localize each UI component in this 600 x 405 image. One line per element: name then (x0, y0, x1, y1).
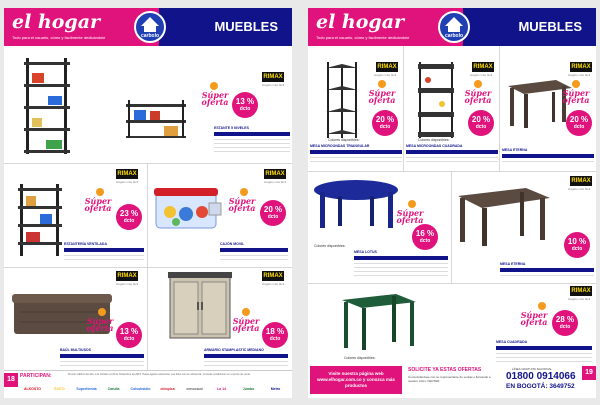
rimax-logo: RIMAX (571, 178, 591, 184)
store-logo: ALKOSTO (23, 387, 42, 391)
rimax-logo: RIMAX (571, 288, 591, 294)
shelf-unit-detail-image (124, 100, 188, 138)
super-offer-label: Súper oferta (396, 208, 424, 225)
product-cell[interactable]: RIMAX Hágalo más fácil Súper oferta 20 % dcto MESA ETERNA (500, 46, 596, 172)
store-logo: Colsubsidio (130, 387, 151, 391)
store-logo: ÉXITO (54, 387, 65, 391)
product-cell[interactable]: RIMAX Hágalo más fácil Súper oferta 13 % dcto BAÚL MULTIUSOS (4, 268, 148, 370)
offer-burst (538, 302, 546, 310)
product-title: MESA MICROONDAS TRIANGULAR (310, 144, 370, 148)
product-cell[interactable]: RIMAX Hágalo más fácil Súper oferta 13 % dcto ESTANTE 5 NIVELES (4, 46, 292, 164)
brand-logo: el hogar (12, 11, 101, 33)
discount-badge: 16 % dcto (412, 224, 438, 250)
discount-badge: 13 % dcto (232, 92, 258, 118)
brand-logo: el hogar (316, 11, 405, 33)
rimax-logo: RIMAX (571, 64, 591, 70)
carbolo-badge: carbolo (438, 11, 470, 43)
product-cell[interactable]: RIMAX Hágalo más fácil 10 % dcto MESA ETERNA (452, 172, 596, 284)
color-options: Colores disponibles: (328, 138, 360, 142)
call-subtitle: Comunicándose con su representante de ventas o llamando a nuestro CALL CENTER (408, 375, 491, 383)
right-page (308, 8, 596, 398)
carbolo-badge: carbolo (134, 11, 166, 43)
offer-burst (98, 308, 106, 316)
hotline-label: LÍNEA GRATUITA NACIONAL (512, 367, 553, 371)
color-options: Colores disponibles: (418, 138, 450, 142)
discount-badge: 28 % dcto (552, 310, 578, 336)
super-offer-label: Súper oferta (562, 88, 590, 105)
product-cell[interactable]: RIMAX Hágalo más fácil Súper oferta 20 % dcto CAJÓN MOVIL (148, 164, 292, 268)
super-offer-label: Súper oferta (520, 310, 548, 327)
store-logo: Jumbo (242, 387, 255, 391)
color-options: Colores disponibles: (314, 244, 346, 248)
page-number: 19 (582, 366, 596, 380)
discount-badge: 20 % dcto (468, 110, 494, 136)
product-cell[interactable]: RIMAX Hágalo más fácil Súper oferta 18 % dcto ARMARIO STAMPLASTIC MEDIANO (148, 268, 292, 370)
rimax-logo: RIMAX (263, 74, 283, 80)
triangular-table-image (322, 60, 362, 140)
participants-label: PARTICIPAN: (20, 373, 52, 379)
super-offer-label: Súper oferta (464, 88, 492, 105)
product-title: BAÚL MULTIUSOS (60, 348, 91, 352)
rimax-logo: RIMAX (263, 273, 283, 279)
price-table (500, 268, 594, 276)
super-offer-label: Súper oferta (368, 88, 396, 105)
offer-burst (210, 82, 218, 90)
product-cell[interactable]: RIMAX Hágalo más fácil Súper oferta 20 % dcto Colores disponibles: MESA MICROONDAS TRIANGULAR (308, 46, 404, 172)
price-table (214, 132, 290, 152)
super-offer-label: Súper oferta (228, 196, 256, 213)
offer-burst (572, 80, 580, 88)
page-number: 18 (4, 373, 18, 387)
bogota-number[interactable]: EN BOGOTÁ: 3649752 (506, 383, 575, 390)
store-logo: Supertienda (76, 387, 97, 391)
lotus-table-image (312, 178, 402, 230)
rimax-logo: RIMAX (265, 171, 285, 177)
product-title: MESA ETERNA (502, 148, 528, 152)
product-title: MESA LOTUS (354, 250, 377, 254)
price-table (310, 150, 402, 162)
category-title: MUEBLES (518, 19, 582, 34)
super-offer-label: Súper oferta (232, 316, 260, 333)
product-cell[interactable]: RIMAX Hágalo más fácil Súper oferta 20 % dcto Colores disponibles: MESA MICROONDAS CUADRADA (404, 46, 500, 172)
store-logo: olímpica (160, 387, 175, 391)
super-offer-label: Súper oferta (84, 196, 112, 213)
rimax-logo: RIMAX (117, 171, 137, 177)
cabinet-image (168, 272, 232, 342)
page-header (4, 8, 292, 46)
price-table (354, 256, 448, 276)
product-title: CAJÓN MOVIL (220, 242, 245, 246)
category-title: MUEBLES (214, 19, 278, 34)
product-cell[interactable] (308, 172, 452, 284)
offer-burst (378, 80, 386, 88)
super-offer-label: Súper oferta (86, 316, 114, 333)
hotline-number[interactable]: 01800 0914066 (506, 371, 576, 382)
offer-burst (242, 308, 250, 316)
shelf-unit-image (18, 58, 78, 156)
offer-burst (240, 188, 248, 196)
product-title: ARMARIO STAMPLASTIC MEDIANO (204, 348, 264, 352)
toy-box-detail-image (208, 200, 222, 216)
participants-footer (4, 370, 292, 398)
price-table (204, 354, 288, 366)
product-title: MESA MICROONDAS CUADRADA (406, 144, 463, 148)
store-logo: Carulla (107, 387, 120, 391)
discount-badge: 20 % dcto (566, 110, 592, 136)
rimax-logo: RIMAX (377, 64, 397, 70)
product-title: ESTANTERÍA VENTILADA (64, 242, 107, 246)
rimax-logo: RIMAX (117, 273, 137, 279)
product-title: MESA ETERNA (500, 262, 526, 266)
store-logo: cencosud (186, 387, 203, 391)
discount-badge: 23 % dcto (116, 204, 142, 230)
offer-burst (474, 80, 482, 88)
square-table-image (416, 60, 456, 140)
offer-burst (96, 188, 104, 196)
product-title: ESTANTE 5 NIVELES (214, 126, 249, 130)
product-cell[interactable]: Colores disponibles: RIMAX Hágalo más fácil Súper oferta 28 % dcto MESA CUADRADA (308, 284, 596, 364)
eterna-large-table-image (456, 184, 552, 246)
super-offer-label: Súper oferta (201, 90, 229, 107)
call-title: SOLICITE YA ESTAS OFERTAS (408, 367, 482, 373)
brand-tagline: Todo para el usuario, cómo y facilmente dedicándole (316, 35, 410, 40)
price-table (502, 154, 594, 162)
price-table (496, 346, 592, 362)
discount-badge: 20 % dcto (260, 200, 286, 226)
price-table (406, 150, 498, 162)
product-title: MESA CUADRADA (496, 340, 528, 344)
brand-logos (20, 384, 288, 396)
square-patio-table-image (338, 290, 418, 352)
price-table (220, 248, 288, 260)
price-table (60, 354, 144, 366)
left-page (4, 8, 292, 398)
ventilated-shelf-image (16, 184, 64, 258)
page-header (308, 8, 596, 46)
discount-badge: 10 % dcto (564, 232, 590, 258)
rimax-logo: RIMAX (473, 64, 493, 70)
offer-burst (408, 200, 416, 208)
price-table (64, 248, 144, 260)
brand-tagline: Todo para el usuario, cómo y facilmente dedicándole (12, 35, 106, 40)
product-cell[interactable]: RIMAX Hágalo más fácil Súper oferta 23 % dcto ESTANTERÍA VENTILADA (4, 164, 148, 268)
call-center-banner (408, 366, 590, 394)
store-logo: La 14 (217, 387, 226, 391)
discount-badge: 20 % dcto (372, 110, 398, 136)
color-options: Colores disponibles: (344, 356, 376, 360)
store-logo: Metro (270, 387, 281, 391)
legal-text: Precios válidos del año 1 de Octubre al 15 de Noviembre de 2015. Hasta agotar existencias. Las fotos son de referencia. Consulte condiciones en el punto de venta. (68, 373, 251, 376)
discount-badge: 13 % dcto (116, 322, 142, 348)
website-promo[interactable]: Visite nuestra página web www.elhogar.com.co y conozca más productos (310, 366, 402, 394)
discount-badge: 18 % dcto (262, 322, 288, 348)
